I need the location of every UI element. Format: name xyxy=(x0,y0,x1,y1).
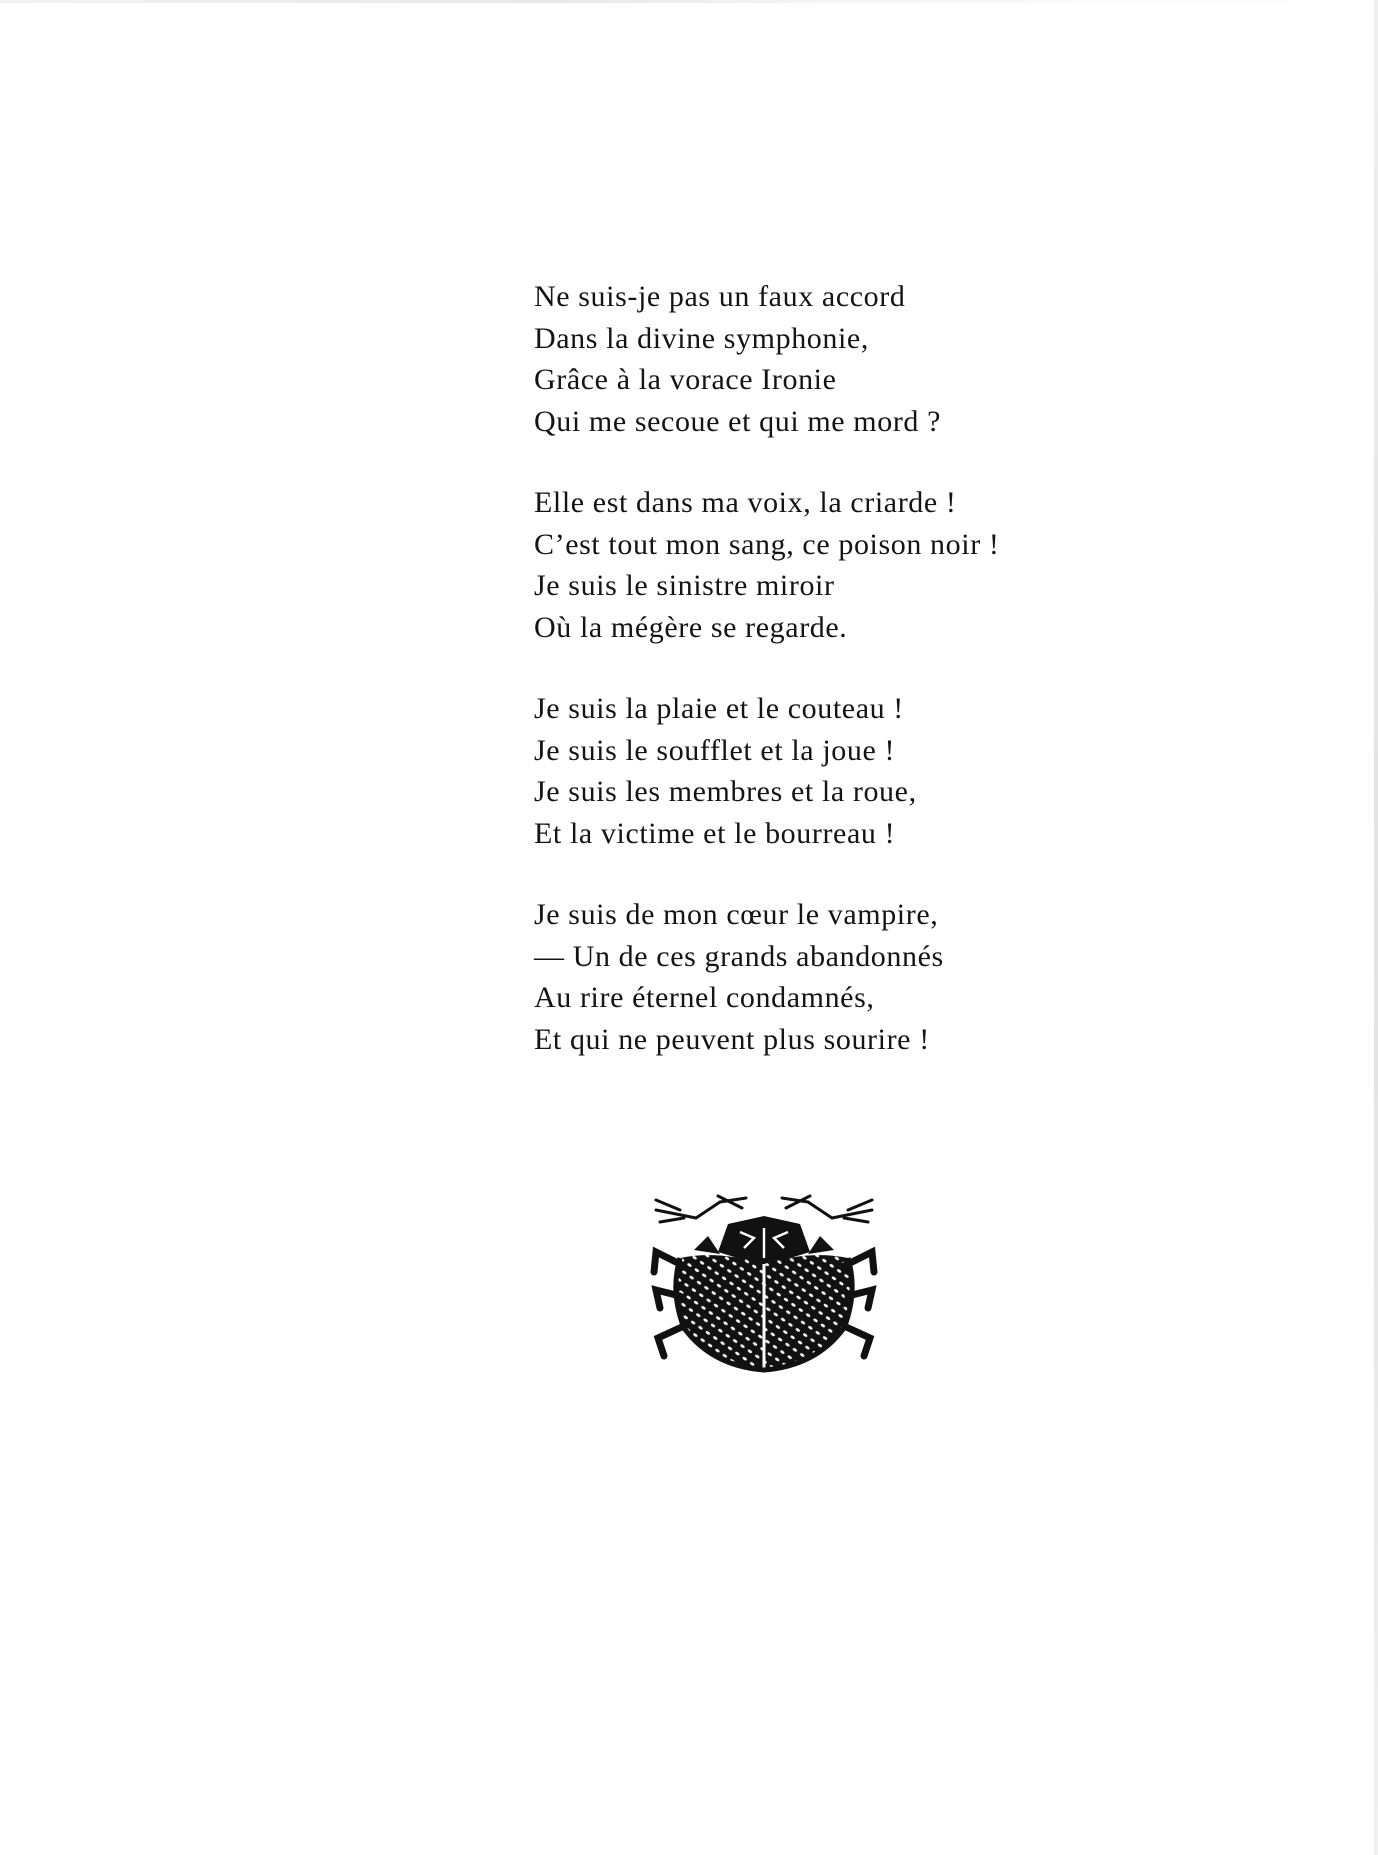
verse-line: Elle est dans ma voix, la criarde ! xyxy=(534,486,957,519)
verse-line: Je suis le sinistre miroir xyxy=(534,569,835,602)
verse-line: Où la mégère se regarde. xyxy=(534,610,848,644)
verse-line: Je suis la plaie et le couteau ! xyxy=(534,692,904,725)
verse-line: C’est tout mon sang, ce poison noir ! xyxy=(534,527,1000,561)
verse-line: Et qui ne peuvent plus sourire ! xyxy=(534,1022,930,1056)
verse-line: Je suis les membres et la roue, xyxy=(534,775,917,808)
stanza-1 xyxy=(534,276,1094,442)
verse-line: Je suis le soufflet et la joue ! xyxy=(534,733,896,767)
stanza-2 xyxy=(534,482,1094,648)
verse-line: Grâce à la vorace Ironie xyxy=(534,363,837,396)
verse-line: Dans la divine symphonie, xyxy=(534,321,869,355)
poem xyxy=(534,276,1094,1100)
verse-line: — Un de ces grands abandonnés xyxy=(534,939,944,973)
page-edge-right xyxy=(1374,0,1378,1855)
verse-line: Au rire éternel condamnés, xyxy=(534,981,875,1014)
verse-line: Et la victime et le bourreau ! xyxy=(534,816,896,850)
stanza-4 xyxy=(534,894,1094,1060)
page-edge-top xyxy=(0,0,1378,3)
verse-line: Je suis de mon cœur le vampire, xyxy=(534,898,939,931)
woodcut-beetle-ornament-icon xyxy=(650,1188,878,1374)
verse-line: Ne suis-je pas un faux accord xyxy=(534,280,906,313)
stanza-3 xyxy=(534,688,1094,854)
verse-line: Qui me secoue et qui me mord ? xyxy=(534,404,942,438)
